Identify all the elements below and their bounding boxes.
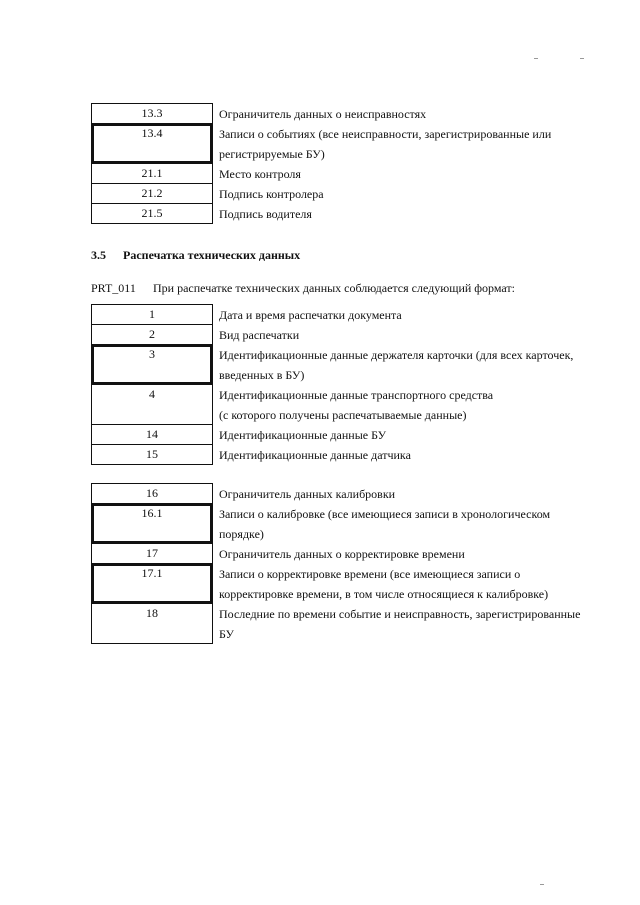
table-row <box>91 544 591 564</box>
table-row <box>91 325 591 345</box>
requirement-line <box>91 281 515 296</box>
format-table-top <box>91 104 591 224</box>
section-number: 3.5 <box>91 248 106 262</box>
row-code: 17 <box>91 543 213 564</box>
row-code: 13.3 <box>91 103 213 124</box>
row-description: Идентификационные данные транспортного средства (с которого получены распечатываемые данные) <box>219 388 494 422</box>
table-row <box>91 385 591 425</box>
table-row <box>91 104 591 124</box>
format-table-mid <box>91 305 591 465</box>
row-description: Вид распечатки <box>219 328 300 342</box>
table-row <box>91 345 591 385</box>
table-row <box>91 305 591 325</box>
row-code: 21.2 <box>91 183 213 204</box>
row-code: 4 <box>91 384 213 425</box>
table-row <box>91 445 591 465</box>
table-row <box>91 184 591 204</box>
table-row <box>91 425 591 445</box>
row-description: Последние по времени событие и неисправность, зарегистрированные БУ <box>219 607 581 641</box>
row-code: 13.4 <box>91 123 213 164</box>
row-description: Идентификационные данные датчика <box>219 448 411 462</box>
section-heading <box>91 248 300 263</box>
row-code: 21.5 <box>91 203 213 224</box>
row-code: 14 <box>91 424 213 445</box>
section-title: Распечатка технических данных <box>123 248 301 262</box>
row-code: 17.1 <box>91 563 213 604</box>
row-description: Идентификационные данные БУ <box>219 428 387 442</box>
row-code: 15 <box>91 444 213 465</box>
table-row <box>91 204 591 224</box>
row-description: Дата и время распечатки документа <box>219 308 402 322</box>
scan-mark <box>580 58 584 59</box>
table-row <box>91 484 591 504</box>
table-row <box>91 564 591 604</box>
row-description: Идентификационные данные держателя карточки (для всех карточек, введенных в БУ) <box>219 348 574 382</box>
row-code: 21.1 <box>91 163 213 184</box>
scan-mark <box>540 884 544 885</box>
format-table-bottom <box>91 484 591 644</box>
row-description: Подпись контролера <box>219 187 324 201</box>
row-code: 16 <box>91 483 213 504</box>
row-description: Записи о корректировке времени (все имеющиеся записи о корректировке времени, в том числе относящиеся к калибровке) <box>219 567 549 601</box>
table-row <box>91 604 591 644</box>
row-description: Записи о событиях (все неисправности, зарегистрированные или регистрируемые БУ) <box>219 127 552 161</box>
row-description: Записи о калибровке (все имеющиеся записи в хронологическом порядке) <box>219 507 551 541</box>
table-row <box>91 124 591 164</box>
row-description: Ограничитель данных калибровки <box>219 487 396 501</box>
row-code: 16.1 <box>91 503 213 544</box>
row-description: Ограничитель данных о неисправностях <box>219 107 427 121</box>
row-code: 2 <box>91 324 213 345</box>
row-code: 1 <box>91 304 213 325</box>
row-code: 18 <box>91 603 213 644</box>
requirement-text: При распечатке технических данных соблюдается следующий формат: <box>153 281 515 295</box>
requirement-id: PRT_011 <box>91 281 136 295</box>
table-row <box>91 164 591 184</box>
row-description: Подпись водителя <box>219 207 312 221</box>
row-description: Место контроля <box>219 167 301 181</box>
scan-mark <box>534 58 538 59</box>
row-description: Ограничитель данных о корректировке времени <box>219 547 465 561</box>
row-code: 3 <box>91 344 213 385</box>
table-row <box>91 504 591 544</box>
